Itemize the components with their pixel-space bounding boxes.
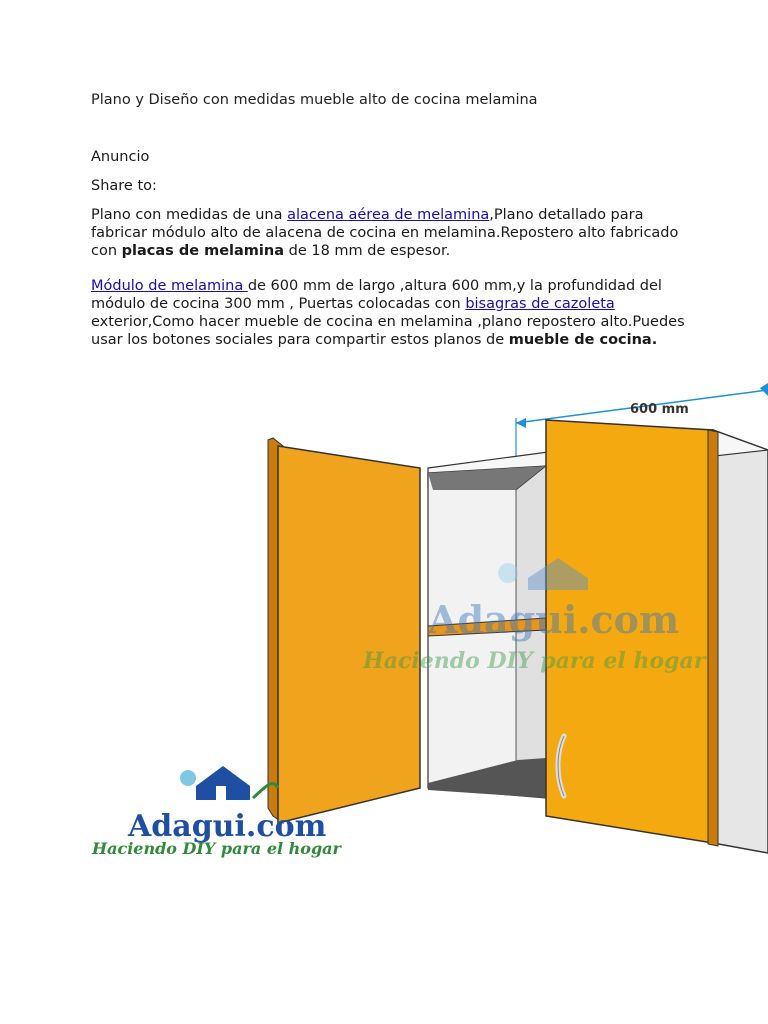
watermark-logo: Adagui.com (428, 597, 680, 642)
left-door (278, 446, 420, 823)
watermark-tagline: Haciendo DIY para el hogar (363, 648, 706, 674)
arrow-right-icon (760, 383, 768, 396)
p2-bold-1: mueble de cocina. (508, 332, 658, 348)
p1-text-2: ,Plano detallado para fabricar módulo alto de alacena de cocina en melamina.Repostero alto fabricado con (91, 207, 679, 259)
p1-text-1: Plano con medidas de una (91, 207, 288, 223)
p2-text-1: de 600 mm de largo ,altura 600 mm,y la profundidad del módulo de cocina 300 mm , Puertas colocadas con (91, 278, 662, 312)
p1-text-3: de 18 mm de espesor. (284, 243, 451, 259)
watermark-sun-icon (498, 563, 518, 583)
cabinet-side-panel (713, 430, 768, 853)
p1-bold-1: placas de melamina (121, 243, 284, 259)
p2-text-2: exterior,Como hacer mueble de cocina en melamina ,plano repostero alto.Puedes usar los botones sociales para compartir estos planos de (91, 314, 685, 348)
document-title: Plano y Diseño con medidas mueble alto de cocina melamina (91, 92, 538, 108)
cabinet-svg (88, 368, 768, 868)
cabinet-illustration (88, 368, 768, 868)
modulo-link[interactable]: Módulo de melamina (91, 278, 248, 294)
alacena-link[interactable]: alacena aérea de melamina (287, 207, 490, 223)
logo-text: Adagui.com (128, 809, 327, 844)
paragraph-2 (91, 277, 691, 349)
logo-tagline: Haciendo DIY para el hogar (92, 839, 341, 858)
bisagras-link[interactable]: bisagras de cazoleta (465, 296, 615, 312)
announcement-label: Anuncio (91, 149, 150, 165)
share-label[interactable]: Share to: (91, 178, 157, 194)
logo-sun-icon (180, 770, 196, 786)
dimension-label: 600 mm (630, 402, 689, 417)
paragraph-1 (91, 206, 691, 260)
arrow-left-icon (516, 418, 526, 428)
right-door-edge (708, 430, 718, 846)
